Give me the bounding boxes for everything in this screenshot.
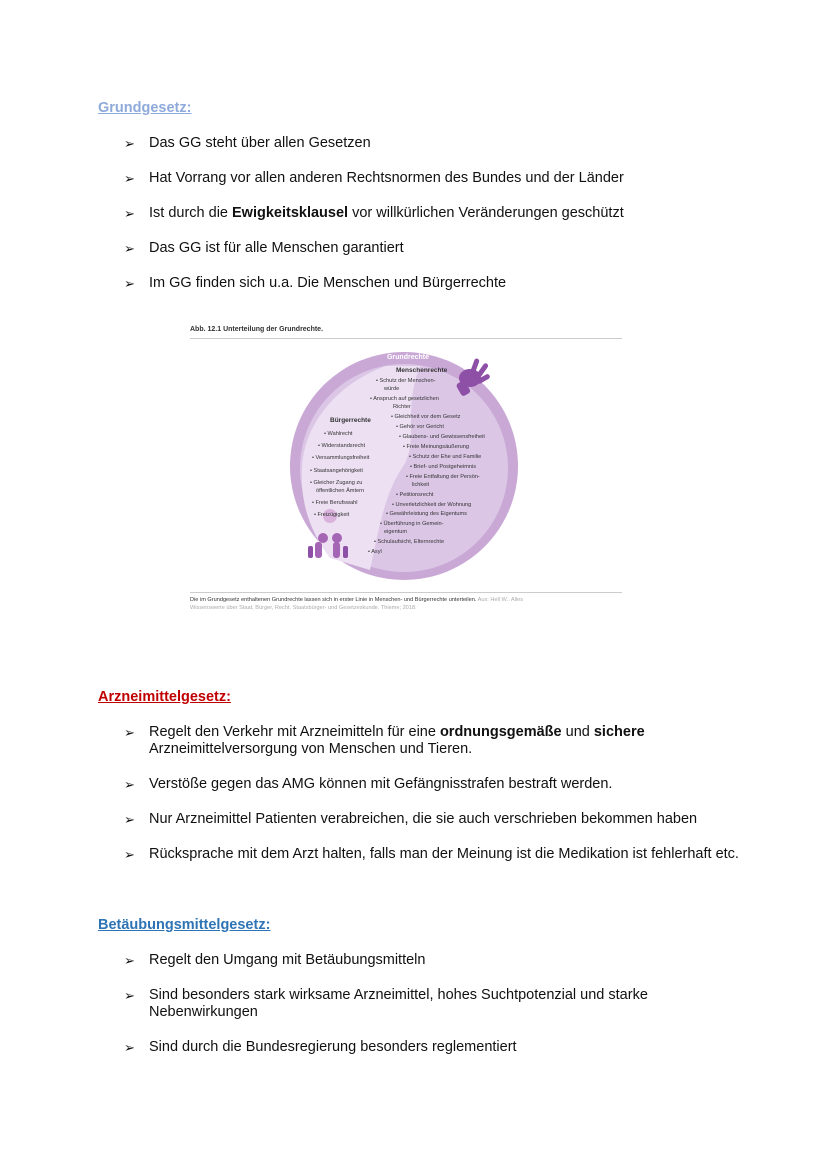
list-item: ➢ Nur Arzneimittel Patienten verabreichen, die sie auch verschrieben bekommen haben	[124, 811, 698, 827]
ewigkeitsklausel-term: Ewigkeitsklausel	[232, 205, 349, 221]
menschenrecht-item: Richter	[393, 404, 411, 410]
menschenrecht-item: • Brief- und Postgeheimnis	[410, 464, 477, 470]
arrow-bullet-icon: ➢	[124, 276, 135, 291]
list-item: ➢ Rücksprache mit dem Arzt halten, falls man der Meinung ist die Medikation ist fehlerhaft etc.	[124, 846, 739, 862]
figure-divider-bottom	[190, 592, 622, 593]
heading-grundgesetz: Grundgesetz:	[98, 100, 192, 116]
list-item: ➢ Ist durch die Ewigkeitsklausel vor willkürlichen Veränderungen geschützt	[124, 205, 624, 221]
menschenrecht-item: • Schutz der Menschen-	[376, 378, 436, 384]
heading-betaeubungsmittelgesetz: Betäubungsmittelgesetz:	[98, 917, 271, 933]
list-item: ➢ Das GG ist für alle Menschen garantiert	[124, 240, 404, 256]
arrow-bullet-icon: ➢	[124, 136, 135, 151]
figure-title: Abb. 12.1 Unterteilung der Grundrechte.	[190, 326, 324, 333]
arrow-bullet-icon: ➢	[124, 206, 135, 221]
arrow-bullet-icon: ➢	[124, 1040, 135, 1055]
buergerrecht-item: • Freie Berufswahl	[312, 500, 358, 506]
heading-arzneimittelgesetz: Arzneimittelgesetz:	[98, 689, 231, 705]
list-item: ➢ Hat Vorrang vor allen anderen Rechtsnormen des Bundes und der Länder	[124, 170, 624, 186]
buergerrecht-item: öffentlichen Ämtern	[316, 488, 365, 494]
menschenrecht-item: • Überführung in Gemein-	[380, 521, 444, 527]
menschenrecht-item: • Anspruch auf gesetzlichen	[370, 396, 439, 402]
arrow-bullet-icon: ➢	[124, 171, 135, 186]
menschenrecht-item: • Schutz der Ehe und Familie	[409, 454, 482, 460]
list-item: ➢ Verstöße gegen das AMG können mit Gefängnisstrafen bestraft werden.	[124, 776, 613, 792]
menschenrecht-item: • Petitionsrecht	[396, 492, 434, 498]
arzneimittelgesetz-list	[124, 724, 744, 881]
figure-divider-top	[190, 338, 622, 339]
buergerrecht-item: • Freizügigkeit	[314, 512, 350, 518]
menschenrecht-item: • Schulaufsicht, Elternrechte	[374, 539, 445, 545]
list-item: ➢ Regelt den Umgang mit Betäubungsmitteln	[124, 952, 426, 968]
menschenrecht-item: • Gehör vor Gericht	[396, 424, 444, 430]
menschenrecht-item: • Gewährleistung des Eigentums	[386, 511, 467, 517]
buergerrecht-item: • Staatsangehörigkeit	[310, 468, 363, 474]
list-item: ➢ Regelt den Verkehr mit Arzneimitteln für eine ordnungsgemäße und sichere Arzneimittelversorgung von Menschen und Tieren.	[124, 724, 645, 757]
grundgesetz-list	[124, 135, 744, 310]
figure-caption: Die im Grundgesetz enthaltenen Grundrechte lassen sich in erster Linie in Menschen- und Bürgerrechte unterteilen. Aus: Hell W.: Alles Wissenswerte über Staat, Bürger, Recht. Staatsbürger- und Gesetzeskunde. Thieme; 2018.	[190, 597, 524, 611]
menschenrecht-item: eigentum	[384, 529, 408, 535]
menschenrecht-item: • Unverletzlichkeit der Wohnung	[392, 502, 472, 508]
arrow-bullet-icon: ➢	[124, 725, 135, 740]
list-item: ➢ Sind besonders stark wirksame Arzneimittel, hohes Suchtpotenzial und starke Nebenwirkungen	[124, 987, 648, 1020]
menschenrecht-item: • Gleichheit vor dem Gesetz	[391, 414, 461, 420]
figure-source: Aus: Hell W.: Alles	[477, 597, 524, 603]
ring-label: Grundrechte	[386, 354, 430, 361]
buergerrecht-item: • Widerstandsrecht	[318, 443, 366, 449]
buergerrecht-item: • Gleicher Zugang zu	[310, 480, 363, 486]
figure-source-line-2: Wissenswerte über Staat, Bürger, Recht. Staatsbürger- und Gesetzeskunde. Thieme; 2018.	[190, 605, 417, 611]
arrow-bullet-icon: ➢	[124, 777, 135, 792]
menschenrecht-item: würde	[384, 386, 400, 392]
buergerrecht-item: • Versammlungsfreiheit	[312, 455, 370, 461]
list-item: ➢ Das GG steht über allen Gesetzen	[124, 135, 371, 151]
menschenrecht-item: • Glaubens- und Gewissensfreiheit	[399, 434, 485, 440]
menschenrechte-title: Menschenrechte	[396, 367, 448, 374]
grundrechte-diagram	[190, 342, 622, 590]
menschenrecht-item: lichkeit	[412, 482, 430, 488]
betaeubungsmittelgesetz-list	[124, 952, 744, 1074]
buergerrecht-item: • Wahlrecht	[324, 431, 353, 437]
grundrechte-figure	[190, 324, 622, 616]
menschenrecht-item: • Freie Entfaltung der Persön-	[406, 474, 480, 480]
arrow-bullet-icon: ➢	[124, 241, 135, 256]
arrow-bullet-icon: ➢	[124, 812, 135, 827]
arrow-bullet-icon: ➢	[124, 953, 135, 968]
list-item: ➢ Im GG finden sich u.a. Die Menschen und Bürgerrechte	[124, 275, 507, 291]
menschenrecht-item: • Freie Meinungsäußerung	[403, 444, 470, 450]
buergerrechte-title: Bürgerrechte	[330, 417, 371, 424]
menschenrecht-item: • Asyl	[368, 549, 382, 555]
list-item: ➢ Sind durch die Bundesregierung besonders reglementiert	[124, 1039, 517, 1055]
arrow-bullet-icon: ➢	[124, 847, 135, 862]
arrow-bullet-icon: ➢	[124, 988, 135, 1003]
